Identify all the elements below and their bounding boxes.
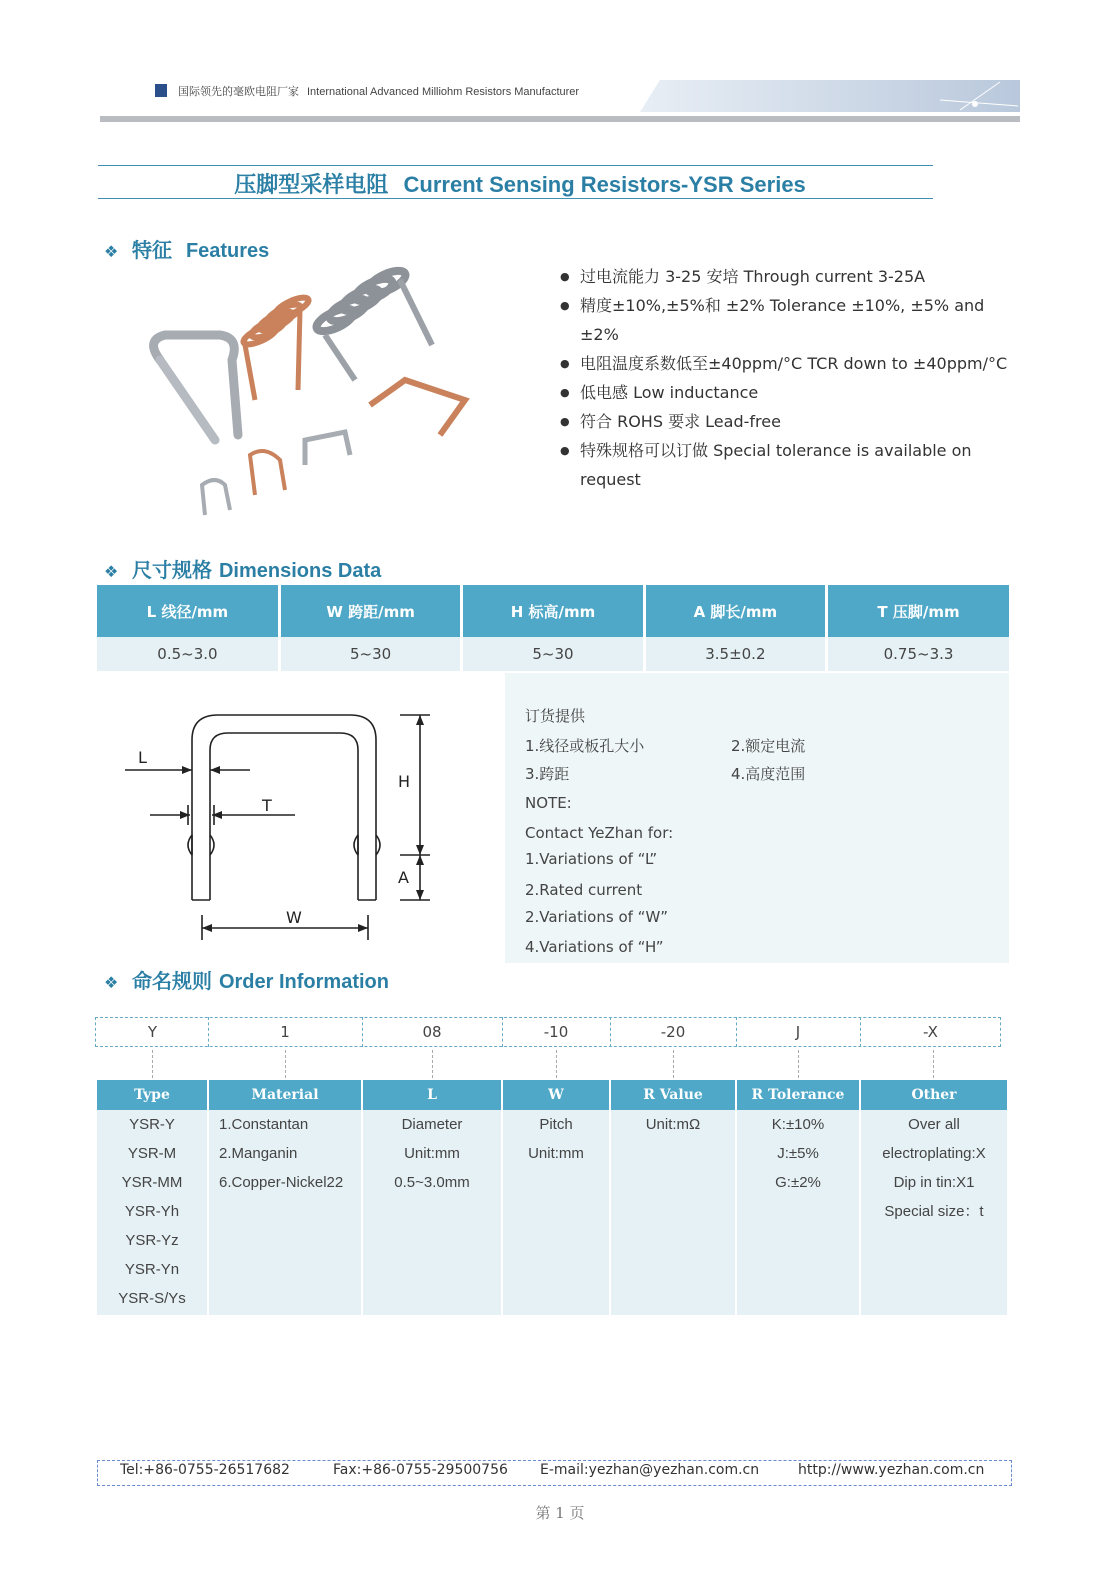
type-option: YSR-Yh: [124, 1203, 180, 1220]
footer-tel: Tel:+86-0755-26517682: [120, 1462, 290, 1478]
code-other: -X: [923, 1023, 938, 1041]
order-col-l: [362, 1110, 502, 1315]
type-option: YSR-Y: [129, 1116, 175, 1133]
r-value-info: Unit:mΩ: [645, 1116, 701, 1133]
footer-email[interactable]: E-mail:yezhan@yezhan.com.cn: [540, 1462, 760, 1478]
features-heading-en: Features: [185, 240, 270, 262]
feature-item: ● 符合 ROHS 要求 Lead-free: [562, 407, 1017, 436]
diamond-bullet-icon: ❖: [104, 973, 119, 992]
note-variation-3: 2.Variations of “W”: [525, 908, 669, 926]
dim-value-t: 0.75~3.3: [827, 637, 1009, 671]
title-top-rule: [98, 165, 933, 166]
page-title-cn: 压脚型采样电阻: [234, 173, 389, 198]
page-title: [100, 168, 940, 199]
header-tagline: [178, 83, 579, 99]
header-tagline-cn: 国际领先的毫欧电阻厂家: [178, 85, 299, 98]
diagram-label-w: W: [286, 908, 302, 927]
dim-value-a: 3.5±0.2: [644, 637, 826, 671]
order-values-row: [97, 1110, 1007, 1315]
dimensions-header-row: [97, 585, 1009, 637]
order-heading-cn: 命名规则: [132, 969, 212, 993]
code-r-tolerance: J: [795, 1023, 801, 1041]
note-item-4: 4.高度范围: [731, 765, 806, 783]
dim-header-l: L 线径/mm: [97, 585, 279, 637]
header-decorative-band: [640, 80, 1020, 112]
type-option: YSR-MM: [121, 1174, 183, 1191]
order-header-r-tolerance: R Tolerance: [736, 1080, 860, 1110]
code-type: Y: [147, 1023, 158, 1041]
feature-item: ● 电阻温度系数低至±40ppm/°C TCR down to ±40ppm/°C: [562, 349, 1017, 378]
note-item-2: 2.额定电流: [731, 737, 806, 755]
diagram-label-l: L: [138, 748, 147, 767]
features-heading: [104, 234, 269, 263]
dim-value-h: 5~30: [462, 637, 644, 671]
other-option: Over all: [908, 1116, 960, 1133]
order-col-r-value: [610, 1110, 736, 1315]
order-col-other: [860, 1110, 1007, 1315]
feature-item: ● 特殊规格可以订做 Special tolerance is available on request: [562, 436, 1017, 494]
header-rule: [100, 116, 1020, 122]
header-tagline-en: International Advanced Milliohm Resistors Manufacturer: [307, 86, 580, 98]
dimensions-heading-cn: 尺寸规格: [132, 558, 212, 582]
order-note-panel: [505, 673, 1009, 963]
dimension-diagram: [110, 695, 450, 955]
tolerance-option: J:±5%: [777, 1145, 819, 1162]
page-title-en: Current Sensing Resistors-YSR Series: [403, 172, 806, 197]
type-option: YSR-M: [127, 1145, 177, 1162]
type-option: YSR-S/Ys: [118, 1290, 186, 1307]
diamond-bullet-icon: ❖: [104, 562, 119, 581]
material-option: 2.Manganin: [219, 1145, 298, 1162]
order-header-r-value: R Value: [610, 1080, 736, 1110]
code-material: 1: [280, 1023, 290, 1041]
order-heading: [104, 965, 389, 994]
footer-fax: Fax:+86-0755-29500756: [333, 1462, 508, 1478]
dimensions-heading: [104, 554, 381, 583]
features-list: [562, 262, 1017, 494]
product-photo: [120, 260, 540, 550]
order-col-material: [208, 1110, 362, 1315]
code-r-value: -20: [660, 1023, 686, 1041]
note-variation-1: 1.Variations of “L”: [525, 850, 658, 868]
note-label: NOTE:: [525, 794, 572, 812]
note-item-3: 3.跨距: [525, 765, 570, 783]
order-col-r-tolerance: [736, 1110, 860, 1315]
dimensions-heading-en: Dimensions Data: [218, 560, 382, 582]
dim-header-a: A 脚长/mm: [644, 585, 826, 637]
order-header-l: L: [362, 1080, 502, 1110]
footer-website[interactable]: http://www.yezhan.com.cn: [798, 1462, 985, 1478]
diagram-label-h: H: [398, 772, 411, 791]
feature-item: ● 过电流能力 3-25 安培 Through current 3-25A: [562, 262, 1017, 291]
other-option: Special size：t: [884, 1203, 984, 1220]
tolerance-option: K:±10%: [771, 1116, 825, 1133]
w-info: Unit:mm: [528, 1145, 584, 1162]
dim-header-h: H 标高/mm: [462, 585, 644, 637]
l-info: 0.5~3.0mm: [394, 1174, 470, 1191]
material-option: 1.Constantan: [219, 1116, 309, 1133]
title-bottom-rule: [98, 198, 933, 199]
note-order-title: 订货提供: [525, 707, 586, 725]
order-header-w: W: [502, 1080, 610, 1110]
material-option: 6.Copper-Nickel22: [219, 1174, 344, 1191]
dim-header-w: W 跨距/mm: [279, 585, 461, 637]
note-item-1: 1.线径或板孔大小: [525, 737, 645, 755]
order-heading-en: Order Information: [218, 971, 389, 993]
note-contact: Contact YeZhan for:: [525, 824, 674, 842]
type-option: YSR-Yn: [124, 1261, 180, 1278]
feature-item: ● 精度±10%,±5%和 ±2% Tolerance ±10%, ±5% and ±2%: [562, 291, 1017, 349]
other-option: Dip in tin:X1: [893, 1174, 975, 1191]
dim-value-w: 5~30: [279, 637, 461, 671]
order-header-material: Material: [208, 1080, 362, 1110]
note-variation-4: 4.Variations of “H”: [525, 938, 664, 956]
diamond-bullet-icon: ❖: [104, 242, 119, 261]
feature-item: ● 低电感 Low inductance: [562, 378, 1017, 407]
dimensions-value-row: [97, 637, 1009, 671]
code-w: -10: [543, 1023, 569, 1041]
order-col-type: [97, 1110, 208, 1315]
dim-value-l: 0.5~3.0: [97, 637, 279, 671]
other-option: electroplating:X: [882, 1145, 986, 1162]
w-info: Pitch: [539, 1116, 573, 1133]
features-heading-cn: 特征: [132, 238, 172, 262]
diagram-label-a: A: [398, 868, 409, 887]
order-info-table: [97, 1080, 1007, 1315]
company-logo-icon: [155, 84, 167, 97]
l-info: Unit:mm: [404, 1145, 460, 1162]
diagram-label-t: T: [262, 796, 272, 815]
order-header-row: [97, 1080, 1007, 1110]
l-info: Diameter: [401, 1116, 463, 1133]
order-col-w: [502, 1110, 610, 1315]
dim-header-t: T 压脚/mm: [827, 585, 1009, 637]
order-header-other: Other: [860, 1080, 1007, 1110]
tolerance-option: G:±2%: [775, 1174, 821, 1191]
note-variation-2: 2.Rated current: [525, 881, 643, 899]
code-l: 08: [422, 1023, 442, 1041]
page-number: 第 1 页: [535, 1504, 585, 1522]
order-header-type: Type: [97, 1080, 208, 1110]
type-option: YSR-Yz: [125, 1232, 179, 1249]
dimensions-table: [97, 585, 1009, 671]
